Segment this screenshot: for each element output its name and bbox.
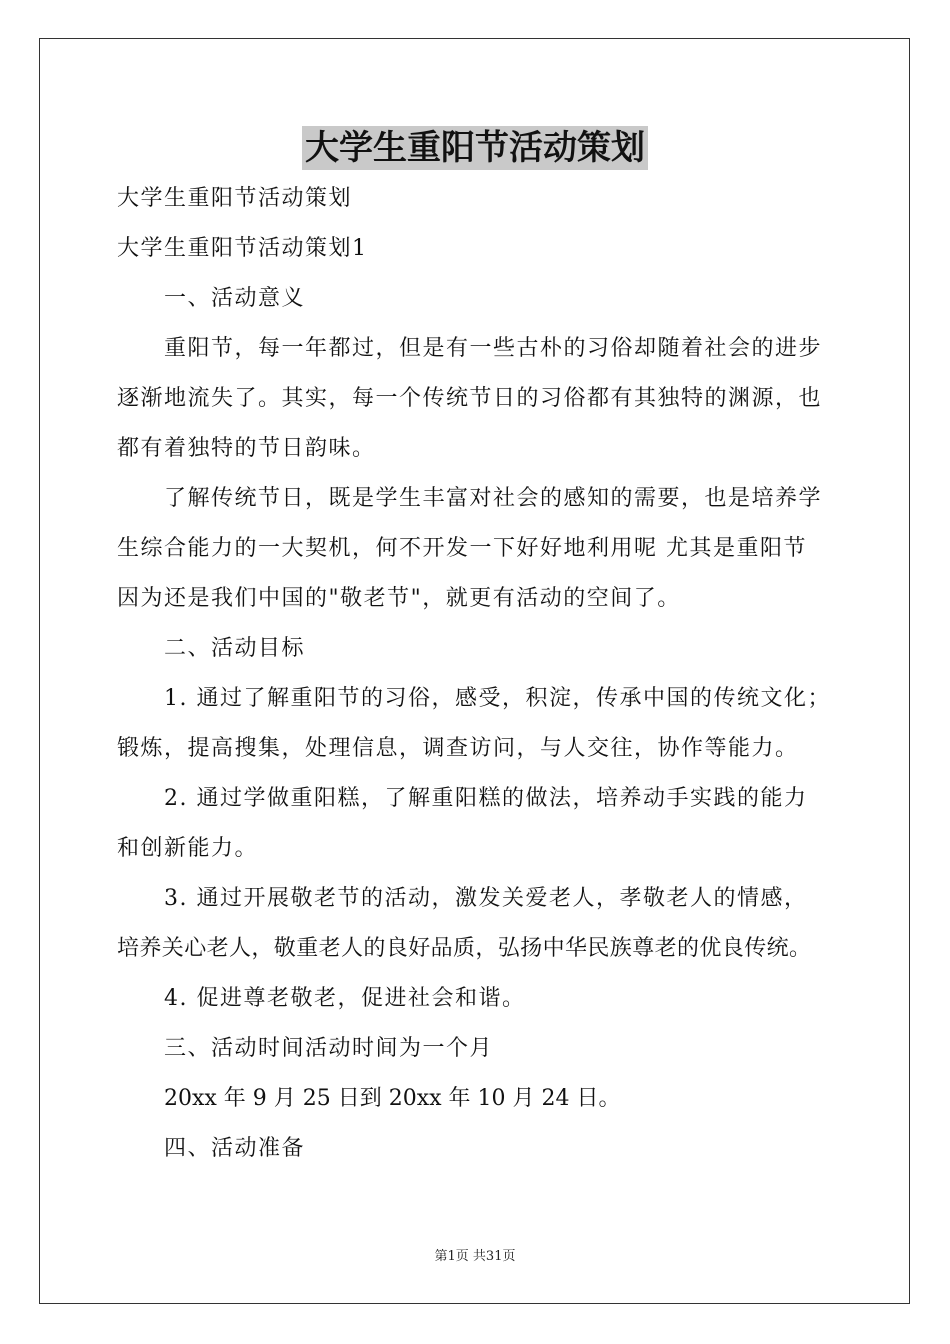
paragraph-line: 了解传统节日，既是学生丰富对社会的感知的需要，也是培养学 <box>164 486 823 511</box>
heading-activity-preparation: 四、活动准备 <box>164 1136 306 1161</box>
page-border <box>39 38 910 1304</box>
list-item-line: 4. 促进尊老敬老，促进社会和谐。 <box>164 986 526 1011</box>
list-item-line: 1. 通过了解重阳节的习俗，感受，积淀，传承中国的传统文化； <box>164 686 831 711</box>
paragraph-line: 因为还是我们中国的"敬老节"，就更有活动的空间了。 <box>117 586 681 611</box>
heading-activity-goals: 二、活动目标 <box>164 636 306 661</box>
title-container <box>0 126 950 170</box>
list-item-line: 锻炼，提高搜集，处理信息，调查访问，与人交往，协作等能力。 <box>117 736 799 761</box>
list-item-line: 和创新能力。 <box>117 836 259 861</box>
paragraph-line: 都有着独特的节日韵味。 <box>117 436 376 461</box>
paragraph-line: 生综合能力的一大契机，何不开发一下好好地利用呢 尤其是重阳节 <box>117 536 807 561</box>
paragraph-line: 逐渐地流失了。其实，每一个传统节日的习俗都有其独特的渊源，也 <box>117 386 823 411</box>
document-title: 大学生重阳节活动策划 <box>302 126 648 170</box>
list-item-line: 3. 通过开展敬老节的活动，激发关爱老人，孝敬老人的情感， <box>164 886 808 911</box>
list-item-line: 培养关心老人，敬重老人的良好品质，弘扬中华民族尊老的优良传统。 <box>117 936 812 961</box>
paragraph-line: 重阳节，每一年都过，但是有一些古朴的习俗却随着社会的进步 <box>164 336 823 361</box>
date-range-line: 20xx 年 9 月 25 日到 20xx 年 10 月 24 日。 <box>164 1086 621 1111</box>
page-footer: 第1页 共31页 <box>434 1249 516 1264</box>
section-heading-numbered: 大学生重阳节活动策划1 <box>117 236 368 261</box>
subtitle-line: 大学生重阳节活动策划 <box>117 186 353 211</box>
heading-activity-time: 三、活动时间活动时间为一个月 <box>164 1036 494 1061</box>
list-item-line: 2. 通过学做重阳糕，了解重阳糕的做法，培养动手实践的能力 <box>164 786 808 811</box>
heading-activity-meaning: 一、活动意义 <box>164 286 306 311</box>
